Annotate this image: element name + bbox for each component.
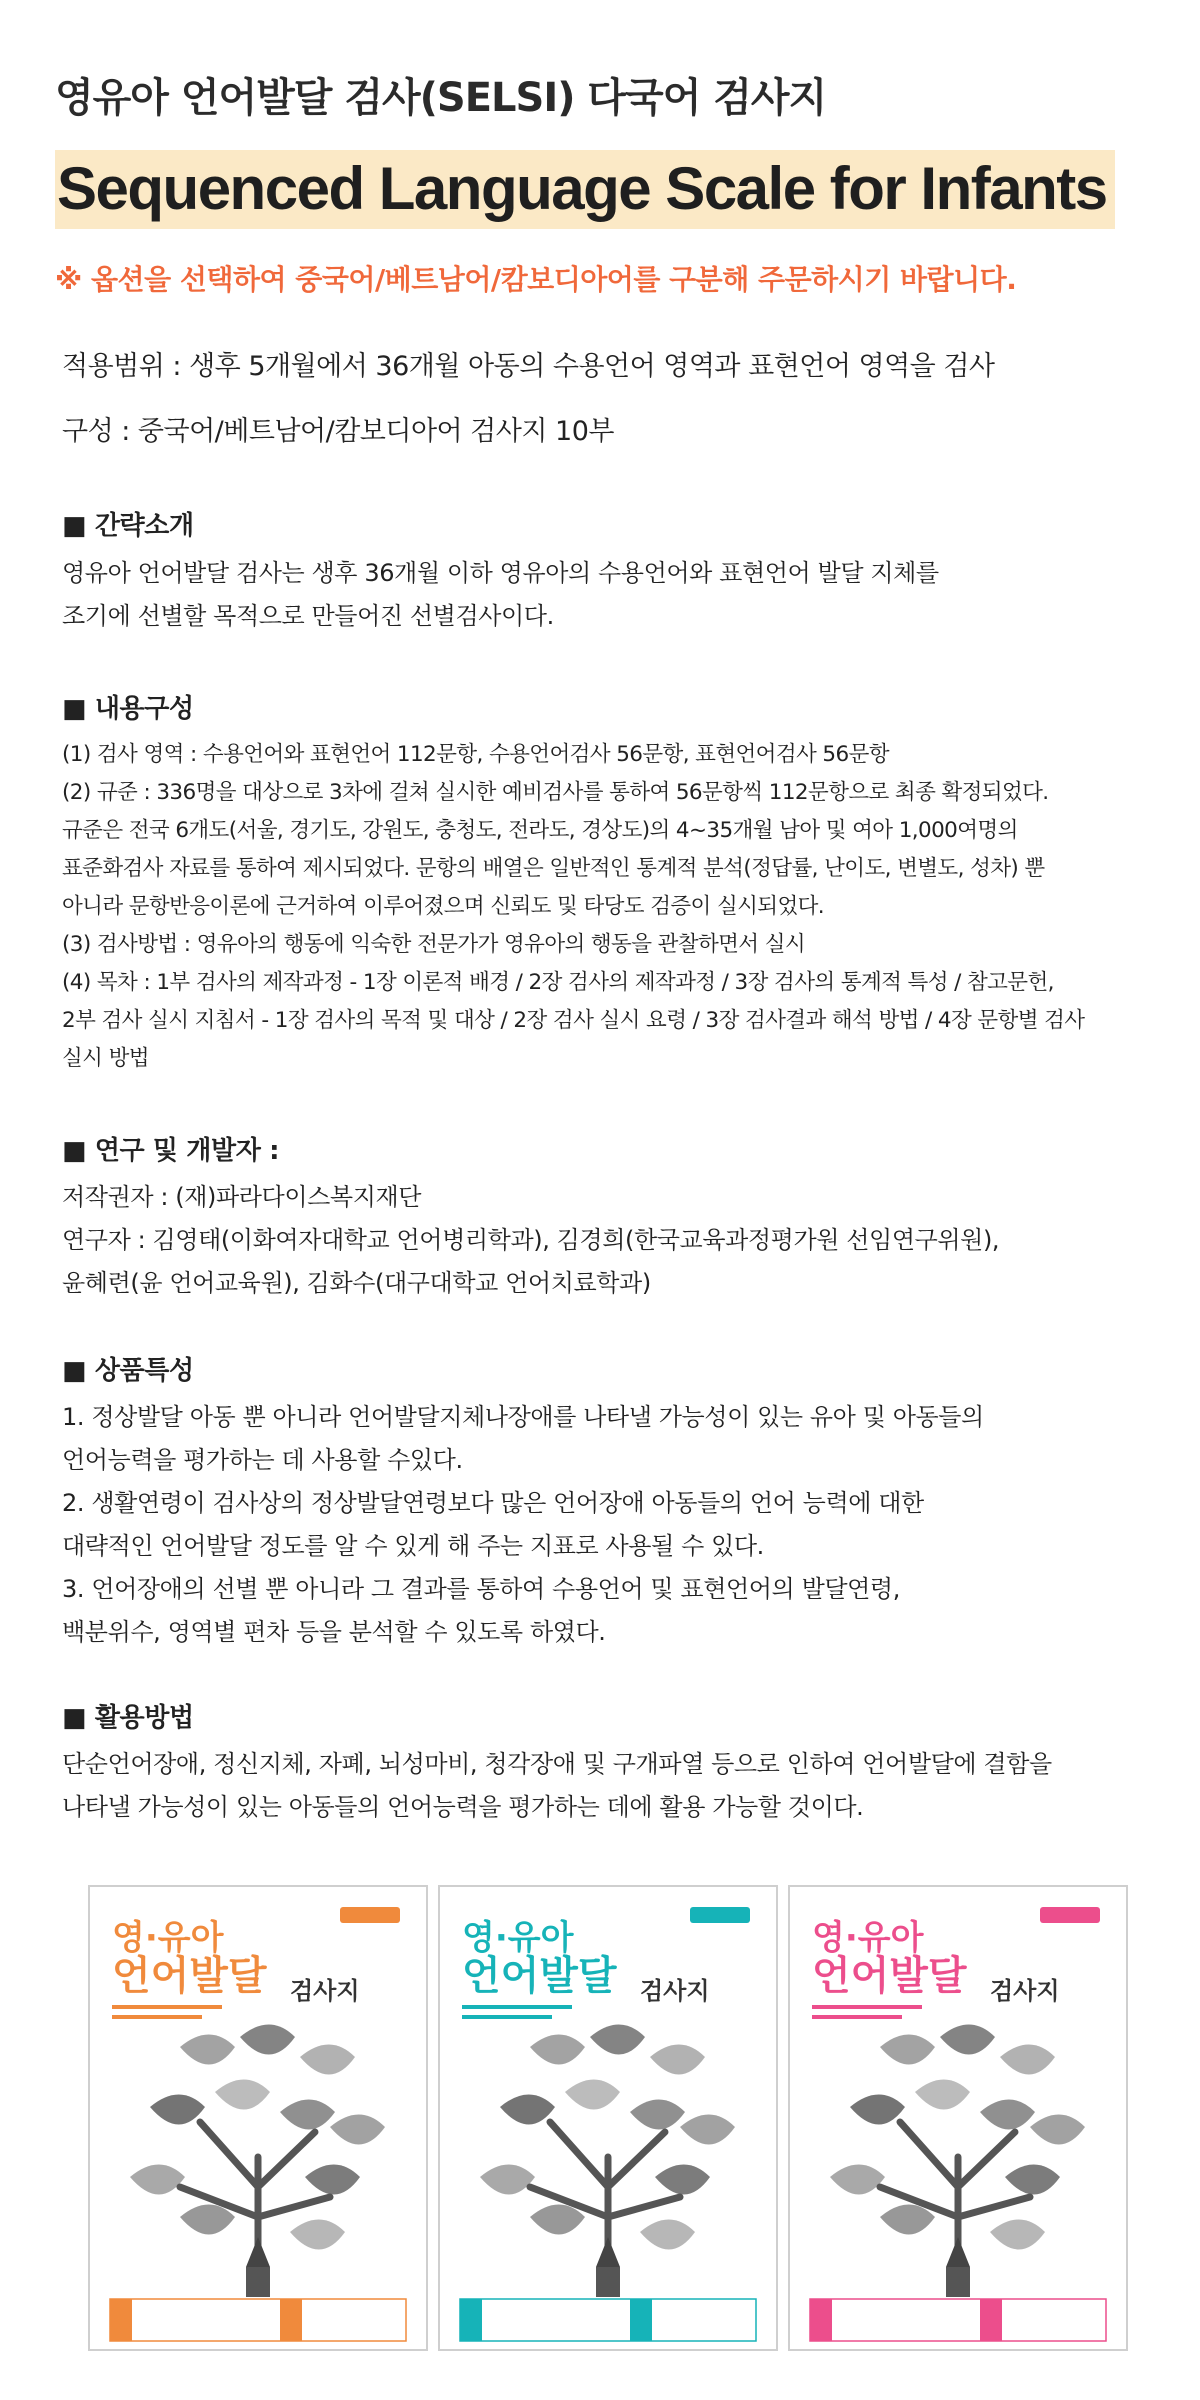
contents-line: 표준화검사 자료를 통하여 제시되었다. 문항의 배열은 일반적인 통계적 분석(정답률, 난이도, 변별도, 성차) 뿐 — [62, 856, 1045, 881]
contents-line: (3) 검사방법 : 영유아의 행동에 익숙한 전문가가 영유아의 행동을 관찰하면서 실시 — [62, 932, 806, 957]
features-line: 대략적인 언어발달 정도를 알 수 있게 해 주는 지표로 사용될 수 있다. — [62, 1532, 764, 1560]
contents-line: 실시 방법 — [62, 1046, 149, 1071]
book-title-main: 언어발달 — [112, 1953, 267, 1999]
contents-heading: ■ 내용구성 — [62, 694, 194, 724]
features-line: 2. 생활연령이 검사상의 정상발달연령보다 많은 언어장애 아동들의 언어 능력에 대한 — [62, 1489, 924, 1517]
product-cover-orange — [88, 1885, 428, 2351]
features-line: 언어능력을 평가하는 데 사용할 수있다. — [62, 1446, 463, 1474]
developers-line: 저작권자 : (재)파라다이스복지재단 — [62, 1183, 422, 1211]
book-cover-illustration — [90, 1887, 426, 2349]
page-title-english: Sequenced Language Scale for Infants — [57, 155, 1107, 222]
contents-line: (1) 검사 영역 : 수용언어와 표현언어 112문항, 수용언어검사 56문항, 표현언어검사 56문항 — [62, 742, 889, 767]
usage-line: 단순언어장애, 정신지체, 자폐, 뇌성마비, 청각장애 및 구개파열 등으로 인하여 언어발달에 결함을 — [62, 1750, 1052, 1778]
features-line: 백분위수, 영역별 편차 등을 분석할 수 있도록 하였다. — [62, 1618, 606, 1646]
intro-line: 영유아 언어발달 검사는 생후 36개월 이하 영유아의 수용언어와 표현언어 발달 지체를 — [62, 559, 939, 587]
developers-line: 연구자 : 김영태(이화여자대학교 언어병리학과), 김경희(한국교육과정평가원 선임연구위원), — [62, 1226, 1000, 1254]
scope-text: 적용범위 : 생후 5개월에서 36개월 아동의 수용언어 영역과 표현언어 영역을 검사 — [62, 351, 995, 382]
developers-heading: ■ 연구 및 개발자 : — [62, 1136, 280, 1166]
intro-line: 조기에 선별할 목적으로 만들어진 선별검사이다. — [62, 602, 554, 630]
page-title-english-highlight — [55, 150, 1115, 229]
usage-heading: ■ 활용방법 — [62, 1703, 194, 1733]
intro-heading: ■ 간략소개 — [62, 511, 194, 541]
book-title-end: 검사지 — [990, 1977, 1060, 2005]
product-cover-pink — [788, 1885, 1128, 2351]
order-notice: ※ 옵션을 선택하여 중국어/베트남어/캄보디아어를 구분해 주문하시기 바랍니다. — [55, 263, 1017, 296]
usage-line: 나타낼 가능성이 있는 아동들의 언어능력을 평가하는 데에 활용 가능할 것이다. — [62, 1793, 864, 1821]
contents-line: (4) 목차 : 1부 검사의 제작과정 - 1장 이론적 배경 / 2장 검사의 제작과정 / 3장 검사의 통계적 특성 / 참고문헌, — [62, 970, 1054, 995]
book-title-end: 검사지 — [640, 1977, 710, 2005]
features-heading: ■ 상품특성 — [62, 1356, 194, 1386]
book-title-main: 언어발달 — [812, 1953, 967, 1999]
book-cover-illustration — [440, 1887, 776, 2349]
composition-text: 구성 : 중국어/베트남어/캄보디아어 검사지 10부 — [62, 416, 614, 447]
contents-line: 2부 검사 실시 지침서 - 1장 검사의 목적 및 대상 / 2장 검사 실시 요령 / 3장 검사결과 해석 방법 / 4장 문항별 검사 — [62, 1008, 1085, 1033]
book-title-top: 영·유아 — [462, 1918, 574, 1958]
contents-line: 규준은 전국 6개도(서울, 경기도, 강원도, 충청도, 전라도, 경상도)의 4~35개월 남아 및 여아 1,000여명의 — [62, 818, 1018, 843]
product-cover-teal — [438, 1885, 778, 2351]
book-title-top: 영·유아 — [812, 1918, 924, 1958]
book-title-main: 언어발달 — [462, 1953, 617, 1999]
contents-line: (2) 규준 : 336명을 대상으로 3차에 걸쳐 실시한 예비검사를 통하여 56문항씩 112문항으로 최종 확정되었다. — [62, 780, 1049, 805]
book-title-top: 영·유아 — [112, 1918, 224, 1958]
features-line: 1. 정상발달 아동 뿐 아니라 언어발달지체나장애를 나타낼 가능성이 있는 유아 및 아동들의 — [62, 1403, 984, 1431]
features-line: 3. 언어장애의 선별 뿐 아니라 그 결과를 통하여 수용언어 및 표현언어의 발달연령, — [62, 1575, 900, 1603]
book-title-end: 검사지 — [290, 1977, 360, 2005]
product-images — [88, 1885, 1138, 2355]
developers-line: 윤혜련(윤 언어교육원), 김화수(대구대학교 언어치료학과) — [62, 1269, 651, 1297]
book-cover-illustration — [790, 1887, 1126, 2349]
page-title-korean: 영유아 언어발달 검사(SELSI) 다국어 검사지 — [55, 75, 827, 121]
contents-line: 아니라 문항반응이론에 근거하여 이루어졌으며 신뢰도 및 타당도 검증이 실시되었다. — [62, 894, 825, 919]
